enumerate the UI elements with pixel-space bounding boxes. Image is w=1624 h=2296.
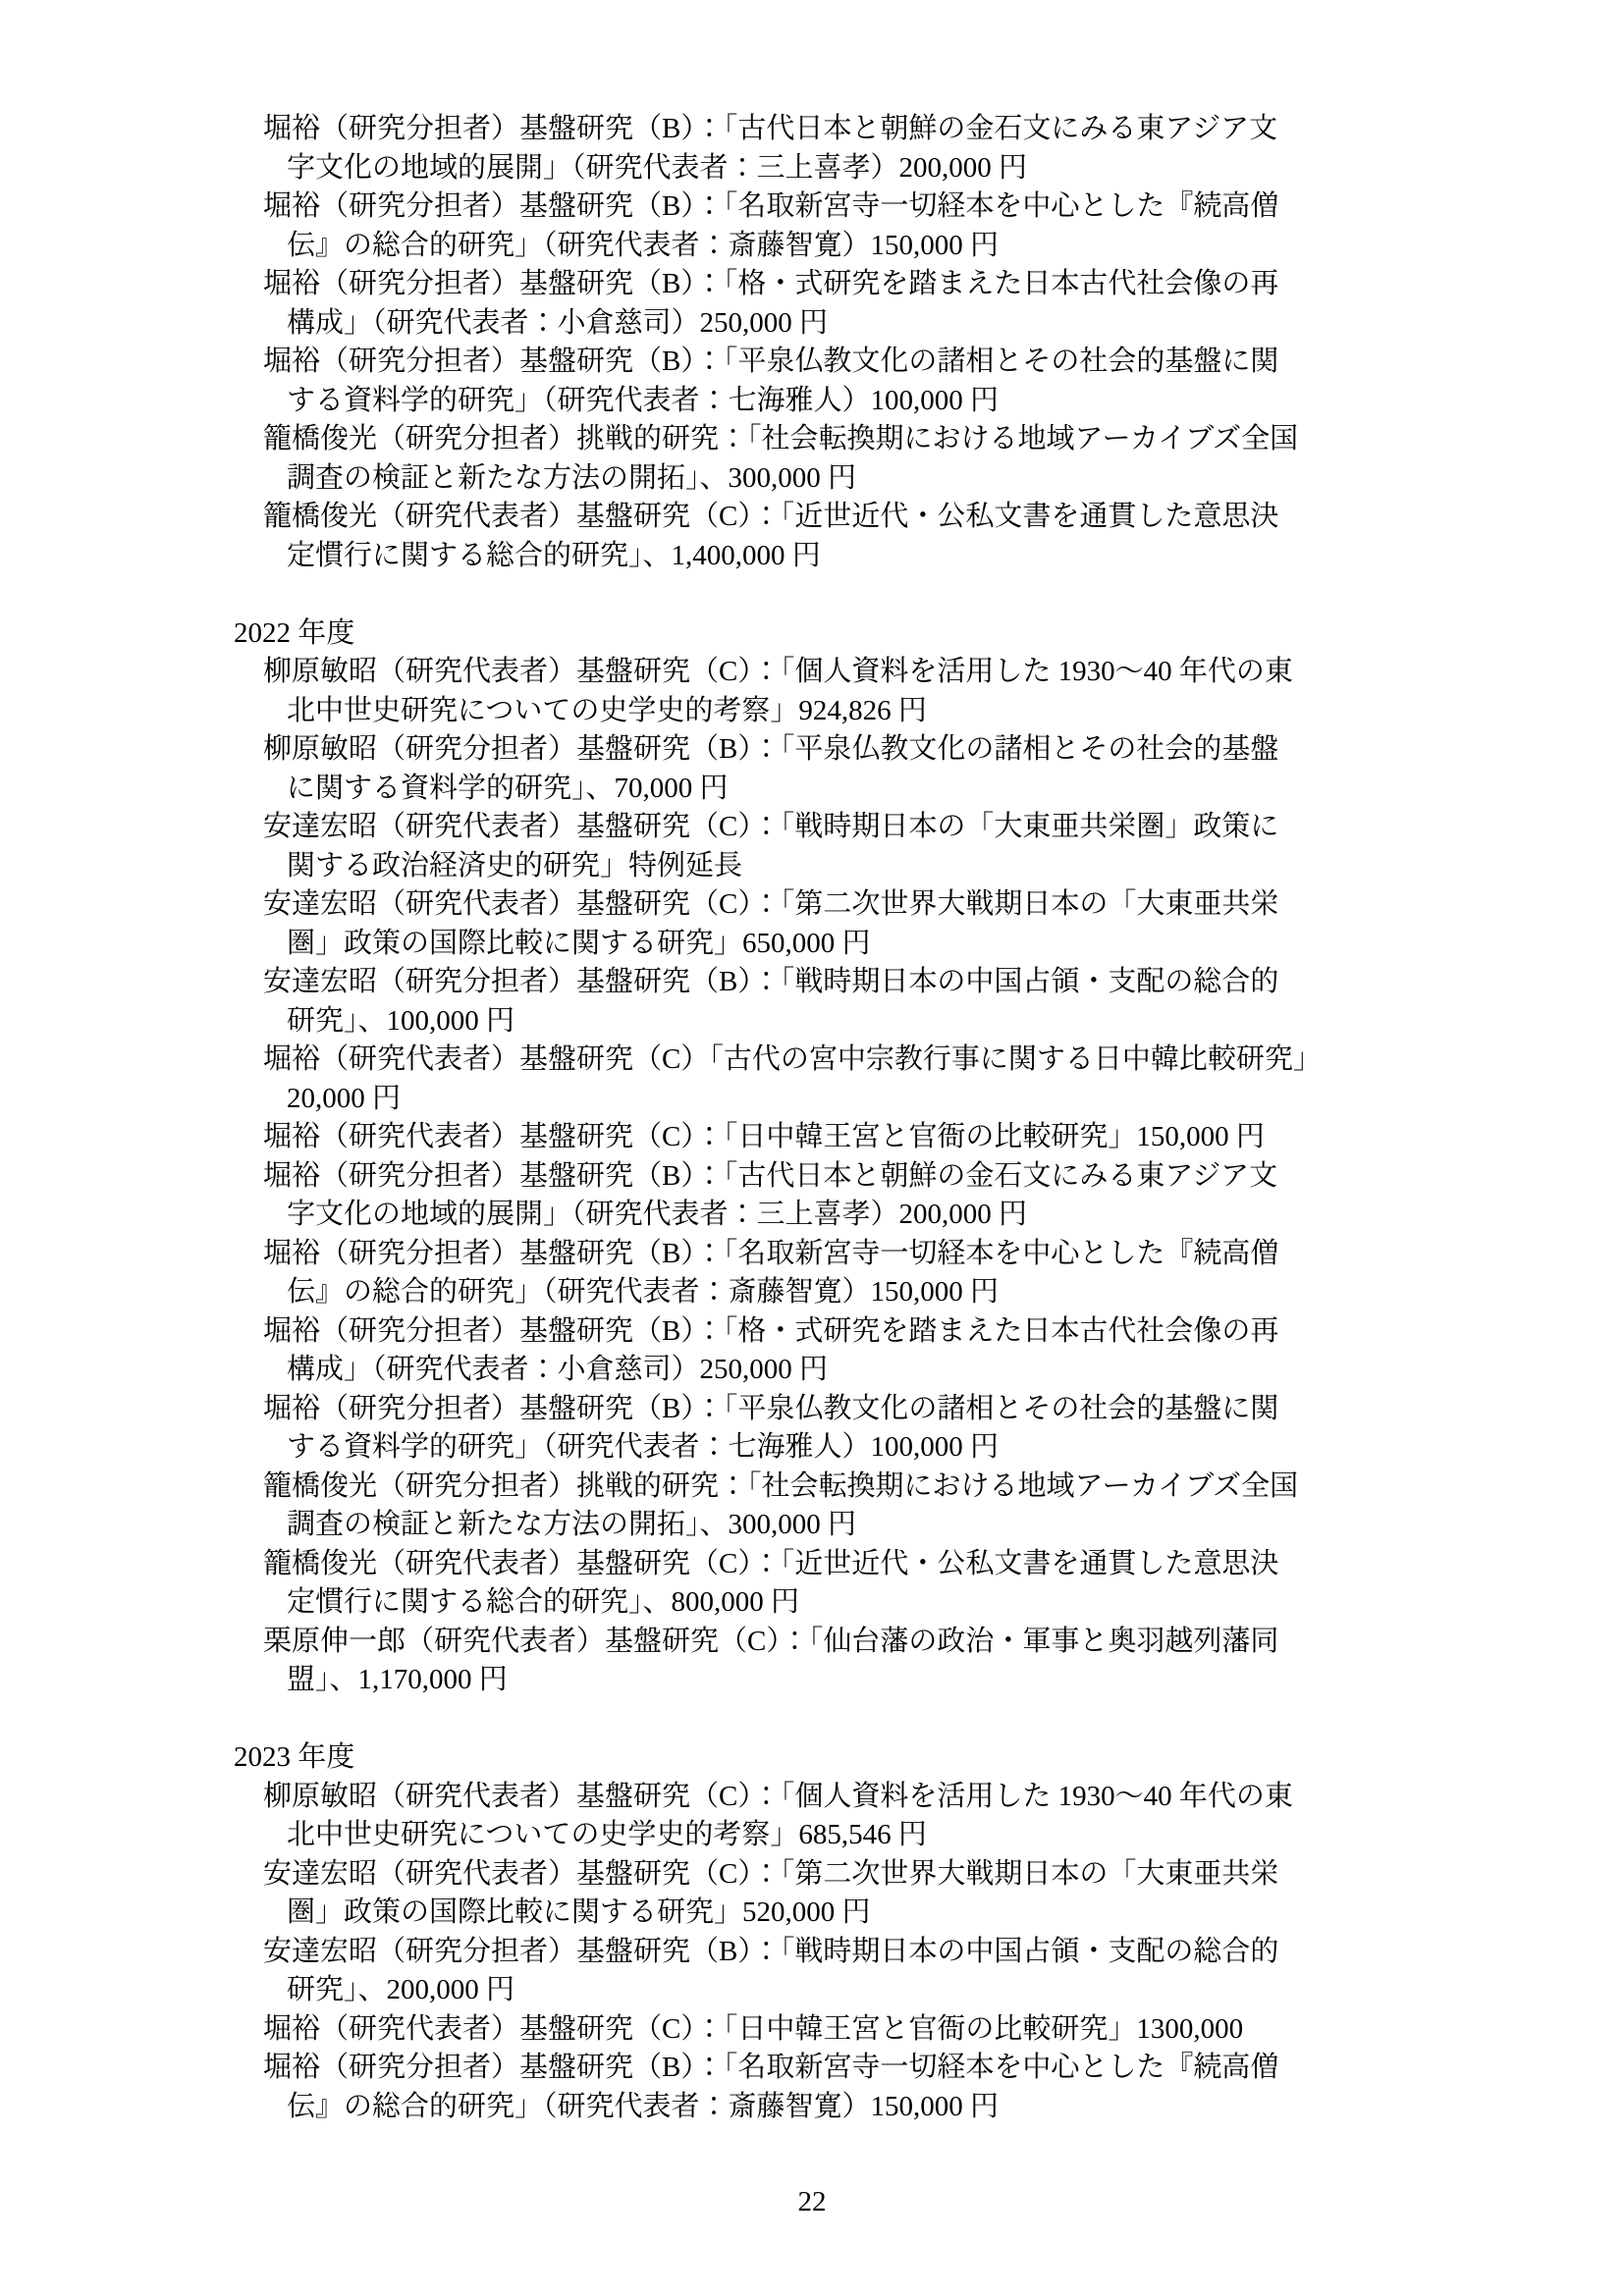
entry-line-first: 安達宏昭（研究代表者）基盤研究（C）：「第二次世界大戦期日本の「大東亜共栄: [263, 888, 1279, 920]
grant-entry: [0, 265, 1624, 343]
document-body: [0, 110, 1624, 2126]
grant-entry: [0, 110, 1624, 187]
grant-entry: [0, 1157, 1624, 1235]
entry-line-continuation: 伝』の総合的研究」（研究代表者：斎藤智寛）150,000 円: [287, 1276, 1000, 1308]
entry-line-first: 栗原伸一郎（研究代表者）基盤研究（C）：「仙台藩の政治・軍事と奥羽越列藩同: [263, 1625, 1279, 1657]
grant-entry: [0, 1118, 1624, 1157]
grant-entry: [0, 1855, 1624, 1933]
grant-entry: [0, 963, 1624, 1041]
entry-line-first: 籠橋俊光（研究代表者）基盤研究（C）：「近世近代・公私文書を通貫した意思決: [263, 1547, 1279, 1579]
grant-entry: [0, 1623, 1624, 1700]
grant-entry: [0, 808, 1624, 885]
grant-entry: [0, 2010, 1624, 2050]
entry-line-first: 籠橋俊光（研究代表者）基盤研究（C）：「近世近代・公私文書を通貫した意思決: [263, 501, 1279, 532]
grant-entry: [0, 885, 1624, 963]
entry-line-first: 堀裕（研究分担者）基盤研究（B）：「名取新宮寺一切経本を中心とした『続高僧: [263, 2052, 1279, 2083]
entry-line-first: 堀裕（研究分担者）基盤研究（B）：「平泉仏教文化の諸相とその社会的基盤に関: [263, 1392, 1279, 1424]
entry-line-first: 堀裕（研究分担者）基盤研究（B）：「格・式研究を踏まえた日本古代社会像の再: [263, 1314, 1279, 1347]
entry-line-first: 安達宏昭（研究代表者）基盤研究（C）：「第二次世界大戦期日本の「大東亜共栄: [263, 1857, 1279, 1890]
entry-line-continuation: 圏」政策の国際比較に関する研究」520,000 円: [287, 1896, 871, 1928]
entry-line-first: 堀裕（研究分担者）基盤研究（B）：「古代日本と朝鮮の金石文にみる東アジア文: [263, 113, 1278, 144]
entry-line-continuation: する資料学的研究」（研究代表者：七海雅人）100,000 円: [287, 384, 1000, 416]
grant-entry: [0, 187, 1624, 265]
entry-line-continuation: 北中世史研究についての史学史的考察」924,826 円: [287, 694, 927, 726]
entry-line-continuation: 構成」（研究代表者：小倉慈司）250,000 円: [287, 1354, 829, 1385]
entry-line-continuation: 字文化の地域的展開」（研究代表者：三上喜孝）200,000 円: [287, 1199, 1028, 1230]
entry-line-continuation: 北中世史研究についての史学史的考察」685,546 円: [287, 1819, 927, 1850]
entry-line-first: 安達宏昭（研究代表者）基盤研究（C）：「戦時期日本の「大東亜共栄圏」政策に: [263, 811, 1279, 842]
grant-entry: [0, 1312, 1624, 1390]
grant-entry: [0, 730, 1624, 808]
year-heading: 2023 年度: [234, 1741, 355, 1773]
entry-line-first: 堀裕（研究分担者）基盤研究（B）：「名取新宮寺一切経本を中心とした『続高僧: [263, 1237, 1279, 1269]
grant-entry: [0, 343, 1624, 420]
entry-line-continuation: 圏」政策の国際比較に関する研究」650,000 円: [287, 927, 871, 959]
entry-line-continuation: 定慣行に関する総合的研究」、1,400,000 円: [287, 539, 821, 571]
entry-line-continuation: 構成」（研究代表者：小倉慈司）250,000 円: [287, 306, 829, 339]
entry-line-first: 堀裕（研究代表者）基盤研究（C）：「日中韓王宮と官衙の比較研究」1300,000: [263, 2012, 1244, 2045]
grant-entry: [0, 1545, 1624, 1623]
entry-line-continuation: 研究」、100,000 円: [287, 1004, 515, 1037]
entry-line-continuation: 伝』の総合的研究」（研究代表者：斎藤智寛）150,000 円: [287, 229, 1000, 261]
entry-line-continuation: 関する政治経済史的研究」特例延長: [287, 849, 743, 881]
grant-entry: [0, 1390, 1624, 1468]
page-number: 22: [797, 2186, 827, 2217]
grant-entry: [0, 1235, 1624, 1312]
grant-entry: [0, 2049, 1624, 2126]
entry-line-continuation: 定慣行に関する総合的研究」、800,000 円: [287, 1586, 800, 1618]
entry-line-first: 籠橋俊光（研究分担者）挑戦的研究：「社会転換期における地域アーカイブズ全国: [263, 1469, 1299, 1502]
entry-line-first: 堀裕（研究分担者）基盤研究（B）：「格・式研究を踏まえた日本古代社会像の再: [263, 268, 1279, 299]
entry-line-first: 堀裕（研究分担者）基盤研究（B）：「名取新宮寺一切経本を中心とした『続高僧: [263, 190, 1279, 222]
entry-line-first: 柳原敏昭（研究代表者）基盤研究（C）：「個人資料を活用した 1930～40 年代の東: [263, 1780, 1293, 1812]
entry-line-continuation: に関する資料学的研究」、70,000 円: [287, 772, 729, 804]
entry-line-continuation: する資料学的研究」（研究代表者：七海雅人）100,000 円: [287, 1431, 1000, 1463]
grant-entry: [0, 1778, 1624, 1855]
entry-line-continuation: 盟」、1,170,000 円: [287, 1664, 508, 1695]
grant-entry: [0, 420, 1624, 498]
entry-line-first: 籠橋俊光（研究分担者）挑戦的研究：「社会転換期における地域アーカイブズ全国: [263, 423, 1299, 454]
entry-line-first: 柳原敏昭（研究分担者）基盤研究（B）：「平泉仏教文化の諸相とその社会的基盤: [263, 733, 1279, 765]
entry-line-continuation: 伝』の総合的研究」（研究代表者：斎藤智寛）150,000 円: [287, 2090, 1000, 2122]
grant-entry: [0, 653, 1624, 730]
entry-line-continuation: 字文化の地域的展開」（研究代表者：三上喜孝）200,000 円: [287, 151, 1028, 184]
grant-entry: [0, 1041, 1624, 1118]
entry-line-first: 堀裕（研究代表者）基盤研究（C）：「日中韓王宮と官衙の比較研究」150,000 円: [263, 1121, 1265, 1152]
grant-entry: [0, 1933, 1624, 2010]
year-heading: 2022 年度: [234, 616, 355, 649]
grant-entry: [0, 1468, 1624, 1545]
entry-line-first: 柳原敏昭（研究代表者）基盤研究（C）：「個人資料を活用した 1930～40 年代の東: [263, 656, 1293, 687]
entry-line-first: 堀裕（研究分担者）基盤研究（B）：「平泉仏教文化の諸相とその社会的基盤に関: [263, 346, 1279, 377]
entry-line-first: 安達宏昭（研究分担者）基盤研究（B）：「戦時期日本の中国占領・支配の総合的: [263, 1935, 1279, 1967]
entry-line-continuation: 研究」、200,000 円: [287, 1974, 515, 2005]
entry-line-continuation: 調査の検証と新たな方法の開拓」、300,000 円: [287, 1509, 857, 1540]
entry-line-first: 堀裕（研究分担者）基盤研究（B）：「古代日本と朝鮮の金石文にみる東アジア文: [263, 1159, 1278, 1192]
grant-entry: [0, 498, 1624, 575]
entry-line-continuation: 20,000 円: [287, 1082, 402, 1114]
entry-line-first: 堀裕（研究代表者）基盤研究（C）「古代の宮中宗教行事に関する日中韓比較研究」: [263, 1043, 1322, 1075]
entry-line-continuation: 調査の検証と新たな方法の開拓」、300,000 円: [287, 461, 857, 494]
entry-line-first: 安達宏昭（研究分担者）基盤研究（B）：「戦時期日本の中国占領・支配の総合的: [263, 966, 1279, 997]
